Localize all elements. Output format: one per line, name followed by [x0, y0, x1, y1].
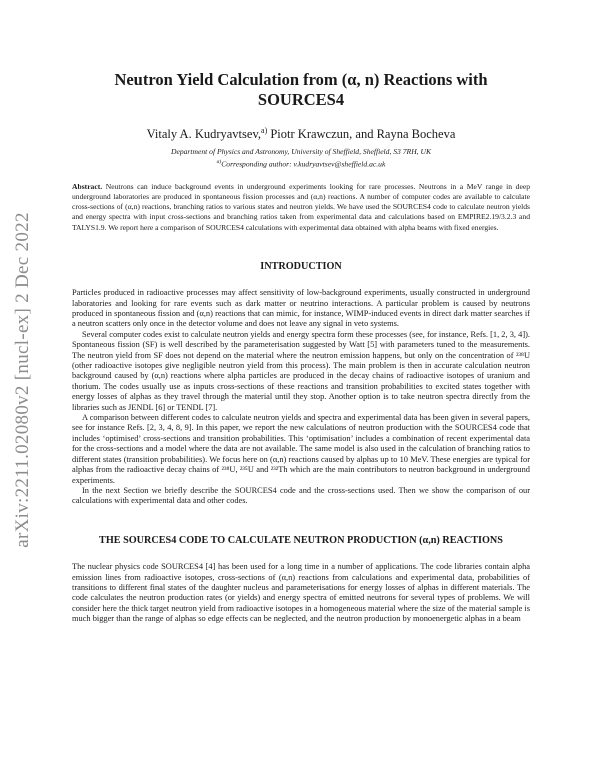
abstract-label: Abstract. — [72, 181, 103, 191]
intro-paragraph: A comparison between different codes to calculate neutron yields and spectra and experimental data has been given in several papers, see for instance Refs. [2, 3, 4, 8, 9]. In this paper, we report the new calculations of neutron production with the SOURCES4 code that includes ‘optimised’ cross-sections and transition probabilities. This ‘optimisation’ includes a combination of recent experimental data for the cross-sections and a model where the data are not available. The same model is also used in the calculation of branching ratios to different states (transition probabilities). We focus here on (α,n) reactions caused by alphas up to 10 MeV. These energies are typical for alphas from the radioactive decay chains of ²³⁸U, ²³⁵U and ²³²Th which are the main contributors to neutron background in underground experiments. — [72, 413, 530, 485]
author-name: Vitaly A. Kudryavtsev, — [146, 127, 262, 142]
intro-paragraph: Particles produced in radioactive processes may affect sensitivity of low-background experiments, usually constructed in underground laboratories and looking for rare events such as dark matter or neutrino interactions. A particular problem is caused by neutrons produced in spontaneous fission and (α,n) reactions that can mimic, for instance, WIMP-induced events in direct dark matter searches if a neutron scatters only once in the detector volume and does not leave any signal in veto systems. — [72, 288, 530, 329]
sources4-paragraph: The nuclear physics code SOURCES4 [4] has been used for a long time in a number of applications. The code libraries contain alpha emission lines from radioactive isotopes, cross-sections of (α,n) reactions from calculations and experimental data, probabilities of transitions to different final states of the daughter nucleus and parameterisations for energy losses of alphas in different materials. The code calculates the neutron production rates (or yields) and energy spectra of emitted neutrons for several types of problems. We will consider here the thick target neutron yield from radioactive isotopes in a homogeneous material where the size of the material sample is much bigger than the range of alphas so edge effects can be neglected, and the neutron production by monoenergetic alphas in a beam — [72, 562, 530, 624]
section-heading-sources4: THE SOURCES4 CODE TO CALCULATE NEUTRON PRODUCTION (α,n) REACTIONS — [99, 534, 503, 546]
paper-title: Neutron Yield Calculation from (α, n) Reactions with SOURCES4 — [114, 70, 488, 109]
abstract — [72, 182, 530, 233]
corresponding-mark: a) — [216, 159, 222, 166]
author-footnote-mark: a) — [261, 126, 268, 135]
author-list — [72, 126, 530, 142]
intro-paragraph: Several computer codes exist to calculate neutron yields and energy spectra form these processes (see, for instance, Refs. [1, 2, 3, 4]). Spontaneous fission (SF) is well described by the parameterisation suggested by Watt [5] with parameters tuned to the measurements. The neutron yield from SF does not depend on the material where the neutron emission happens, but only on the concentration of ²³⁸U (other radioactive isotopes give negligible neutron yield from this process). The main problem is then in accurate calculation neutron background caused by (α,n) reactions where alpha particles are produced in the decay chains of radioactive isotopes of uranium and thorium. The codes usually use as inputs cross-sections of these reactions and transition probabilities to excited states together with energy losses of alphas as they travel through the material until they stop. Another option is to take neutron spectra directly from the libraries such as JENDL [6] or TENDL [7]. — [72, 329, 530, 412]
abstract-text: Neutrons can induce background events in underground experiments looking for rare processes. Neutrons in a MeV range in deep underground laboratories are produced in spontaneous fission processes and (α,n) reactions. A number of computer codes are available to calculate cross-sections of (α,n) reactions, branching ratios to various states and neutron yields. We have used the SOURCES4 code to calculate neutron yields and energy spectra with input cross-sections and branching ratios taken from experimental data and calculations based on EMPIRE2.19/3.2.3 and TALYS1.9. We report here a comparison of SOURCES4 calculations with experimental data obtained with alpha beams with fixed energies. — [72, 181, 530, 232]
paper-page — [72, 70, 530, 625]
intro-paragraph: In the next Section we briefly describe the SOURCES4 code and the cross-sections used. Then we show the comparison of our calculations with experimental data and other codes. — [72, 485, 530, 506]
corresponding-author — [72, 159, 530, 169]
section-heading-introduction: INTRODUCTION — [260, 260, 342, 272]
corresponding-text: Corresponding author: v.kudryavtsev@sheffield.ac.uk — [221, 159, 386, 169]
arxiv-identifier: arXiv:2211.02080v2 [nucl-ex] 2 Dec 2022 — [12, 212, 33, 548]
author-names-rest: Piotr Krawczun, and Rayna Bocheva — [267, 127, 456, 142]
affiliation: Department of Physics and Astronomy, University of Sheffield, Sheffield, S3 7RH, UK — [170, 147, 432, 157]
